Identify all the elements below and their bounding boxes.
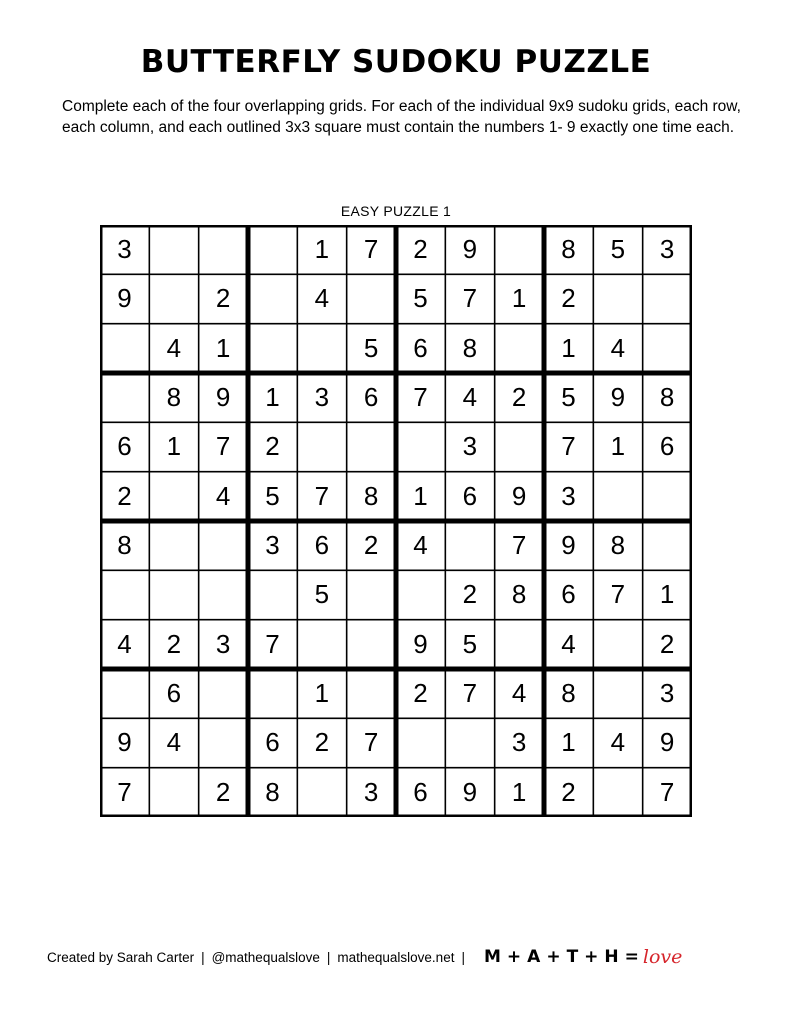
grid-cell[interactable] (248, 274, 297, 323)
grid-cell[interactable]: 6 (265, 727, 280, 758)
puzzle-label: EASY PUZZLE 1 (340, 203, 452, 219)
grid-cell[interactable] (248, 669, 297, 718)
grid-cell[interactable]: 1 (610, 431, 626, 462)
grid-cell[interactable]: 1 (265, 382, 280, 412)
grid-cell[interactable]: 5 (413, 283, 428, 314)
grid-cell[interactable]: 8 (610, 530, 626, 560)
grid-cell[interactable]: 3 (314, 382, 330, 412)
grid-cell[interactable]: 3 (363, 776, 379, 807)
grid-cell[interactable] (199, 669, 248, 718)
grid-cell[interactable]: 9 (511, 480, 527, 511)
grid-cell[interactable]: 9 (117, 283, 132, 314)
grid-cell[interactable]: 2 (413, 678, 428, 708)
grid-cell[interactable]: 4 (166, 332, 182, 363)
grid-cell[interactable]: 3 (511, 727, 527, 758)
grid-cell[interactable] (643, 274, 692, 323)
grid-cell[interactable] (396, 422, 445, 471)
brand-letter: M (483, 947, 501, 967)
grid-cell[interactable]: 2 (215, 283, 231, 314)
grid-cell[interactable]: 1 (511, 776, 527, 807)
grid-cell[interactable]: 7 (117, 776, 132, 807)
grid-cell[interactable] (347, 620, 396, 669)
grid-cell[interactable]: 6 (117, 431, 132, 462)
grid-cell[interactable] (100, 669, 149, 718)
grid-cell[interactable]: 8 (117, 530, 132, 560)
grid-cell[interactable]: 7 (413, 382, 428, 412)
grid-cell[interactable] (643, 472, 692, 521)
grid-cell[interactable] (396, 718, 445, 767)
grid-cell[interactable] (199, 570, 248, 619)
grid-cell[interactable] (495, 422, 544, 471)
brand-equals: = (624, 947, 639, 967)
grid-cell[interactable]: 2 (166, 628, 182, 659)
grid-cell[interactable]: 2 (561, 283, 576, 314)
grid-cell[interactable]: 8 (511, 579, 527, 610)
grid-cell[interactable]: 7 (363, 234, 379, 264)
grid-cell[interactable]: 5 (462, 628, 478, 659)
page-title: BUTTERFLY SUDOKU PUZZLE (140, 44, 652, 80)
footer-site: mathequalslove.net (337, 949, 455, 965)
grid-cell[interactable]: 2 (363, 530, 379, 560)
grid-cell[interactable]: 8 (363, 480, 379, 511)
grid-cell[interactable]: 6 (363, 382, 379, 412)
grid-cell[interactable]: 7 (363, 727, 379, 758)
brand-logo (484, 946, 682, 968)
grid-cell[interactable] (100, 373, 149, 422)
brand-love: love (642, 946, 683, 968)
grid-cell[interactable]: 1 (215, 332, 231, 363)
grid-cell[interactable] (445, 718, 494, 767)
grid-cell[interactable]: 2 (561, 776, 576, 807)
brand-letter: T (566, 947, 579, 967)
grid-cell[interactable] (593, 274, 642, 323)
grid-cell[interactable]: 2 (117, 480, 132, 511)
grid-cell[interactable]: 9 (117, 727, 132, 758)
grid-cell[interactable] (347, 274, 396, 323)
brand-letter: A (527, 947, 541, 967)
grid-cell[interactable]: 8 (561, 234, 576, 264)
grid-cell[interactable] (347, 669, 396, 718)
grid-cell[interactable]: 4 (117, 628, 132, 659)
grid-cell[interactable]: 3 (462, 431, 478, 462)
grid-cell[interactable]: 5 (314, 579, 330, 610)
grid-cell[interactable]: 3 (265, 530, 280, 560)
grid-cell[interactable]: 5 (610, 234, 626, 264)
grid-cell[interactable]: 6 (314, 530, 330, 560)
grid-cell[interactable]: 7 (511, 530, 527, 560)
grid-cell[interactable]: 6 (462, 480, 478, 511)
grid-cell[interactable]: 4 (561, 628, 576, 659)
grid-cell[interactable] (297, 620, 346, 669)
grid-cell[interactable] (149, 472, 198, 521)
grid-cell[interactable] (495, 324, 544, 373)
grid-cell[interactable]: 6 (659, 431, 675, 462)
grid-cell[interactable]: 3 (561, 480, 576, 511)
grid-cell[interactable] (593, 620, 642, 669)
grid-cell[interactable]: 9 (610, 382, 626, 412)
grid-cell[interactable] (100, 324, 149, 373)
grid-cell[interactable] (297, 768, 346, 817)
grid-cell[interactable] (149, 225, 198, 274)
footer-separator: | (461, 949, 465, 965)
grid-cell[interactable] (445, 521, 494, 570)
grid-cell[interactable] (149, 521, 198, 570)
grid-cell[interactable] (149, 570, 198, 619)
grid-cell[interactable]: 9 (462, 776, 478, 807)
grid-cell[interactable]: 1 (314, 678, 330, 708)
grid-cell[interactable]: 9 (413, 628, 428, 659)
instructions-text: Complete each of the four overlapping grids. For each of the individual 9x9 sudoku grids, each row, each column, and each outlined 3x3 square must contain the numbers 1- 9 exactly one time each. (62, 98, 741, 136)
grid-cell[interactable]: 4 (413, 530, 428, 560)
grid-cell[interactable]: 4 (166, 727, 182, 758)
grid-cell[interactable]: 1 (561, 727, 576, 758)
brand-plus: + (506, 947, 522, 967)
grid-cell[interactable]: 5 (561, 382, 576, 412)
grid-cell[interactable]: 7 (265, 628, 280, 659)
grid-cell[interactable] (593, 768, 642, 817)
grid-cell[interactable]: 6 (413, 332, 428, 363)
grid-cell[interactable]: 9 (462, 234, 478, 264)
grid-cell[interactable]: 2 (462, 579, 478, 610)
sudoku-grid (100, 225, 692, 817)
brand-plus: + (584, 947, 599, 967)
grid-cell[interactable]: 4 (610, 727, 626, 758)
grid-cell[interactable]: 7 (314, 480, 330, 511)
grid-cell[interactable]: 4 (610, 332, 626, 363)
grid-cell[interactable]: 4 (215, 480, 231, 511)
grid-cell[interactable]: 3 (659, 234, 675, 264)
footer-credit: Created by Sarah Carter (47, 949, 195, 965)
grid-cell[interactable]: 8 (265, 776, 280, 807)
grid-cell[interactable]: 2 (511, 382, 527, 412)
grid-cell[interactable]: 3 (215, 628, 231, 659)
grid-cell[interactable]: 7 (561, 431, 576, 462)
grid-cell[interactable]: 2 (413, 234, 428, 264)
grid-cell[interactable]: 2 (659, 628, 675, 659)
grid-cell[interactable]: 7 (215, 431, 231, 462)
grid-cell[interactable]: 3 (117, 234, 132, 264)
brand-plus: + (546, 947, 561, 967)
grid-cell[interactable]: 8 (659, 382, 675, 412)
grid-cell[interactable] (248, 570, 297, 619)
grid-cell[interactable] (199, 521, 248, 570)
grid-cell[interactable]: 1 (166, 431, 182, 462)
grid-cell[interactable] (396, 570, 445, 619)
grid-cell[interactable] (199, 225, 248, 274)
grid-cell[interactable]: 2 (215, 776, 231, 807)
grid-cell[interactable]: 1 (561, 332, 576, 363)
grid-cell[interactable]: 6 (561, 579, 576, 610)
grid-cell[interactable]: 6 (413, 776, 428, 807)
grid-cell[interactable] (347, 570, 396, 619)
grid-cell[interactable] (495, 225, 544, 274)
grid-cell[interactable]: 8 (166, 382, 182, 412)
grid-cell[interactable]: 9 (659, 727, 675, 758)
grid-cell[interactable] (297, 324, 346, 373)
grid-cell[interactable]: 7 (462, 678, 478, 708)
grid-cell[interactable] (593, 472, 642, 521)
grid-cell[interactable]: 6 (166, 678, 182, 708)
grid-cell[interactable]: 9 (561, 530, 576, 560)
grid-cell[interactable]: 7 (462, 283, 478, 314)
grid-cell[interactable] (248, 324, 297, 373)
grid-cell[interactable]: 1 (659, 579, 675, 610)
grid-cell[interactable] (199, 718, 248, 767)
grid-cell[interactable]: 7 (610, 579, 626, 610)
grid-cell[interactable] (593, 669, 642, 718)
grid-cell[interactable]: 8 (561, 678, 576, 708)
grid-cell[interactable] (643, 324, 692, 373)
grid-cell[interactable]: 1 (413, 480, 428, 511)
grid-cell[interactable] (347, 422, 396, 471)
footer-separator: | (326, 949, 331, 965)
grid-cell[interactable]: 1 (314, 234, 330, 264)
grid-cell[interactable] (149, 274, 198, 323)
grid-cells (100, 225, 692, 817)
grid-cell[interactable] (100, 570, 149, 619)
grid-cell[interactable] (643, 521, 692, 570)
grid-cell[interactable]: 5 (363, 332, 379, 363)
footer (47, 944, 682, 970)
grid-cell[interactable]: 9 (215, 382, 231, 412)
grid-cell[interactable] (149, 768, 198, 817)
grid-cell[interactable]: 3 (659, 678, 675, 708)
grid-cell[interactable]: 2 (314, 727, 330, 758)
grid-cell[interactable]: 7 (659, 776, 675, 807)
grid-cell[interactable] (495, 620, 544, 669)
grid-cell[interactable]: 2 (265, 431, 280, 462)
grid-cell[interactable]: 4 (314, 283, 330, 314)
grid-cell[interactable]: 1 (511, 283, 527, 314)
brand-letter: H (604, 947, 619, 967)
footer-separator: | (201, 949, 205, 965)
grid-cell[interactable]: 8 (462, 332, 478, 363)
grid-cell[interactable] (297, 422, 346, 471)
footer-handle: @mathequalslove (211, 949, 320, 965)
grid-cell[interactable]: 5 (265, 480, 280, 511)
grid-cell[interactable]: 4 (462, 382, 478, 412)
grid-cell[interactable]: 4 (511, 678, 527, 708)
grid-cell[interactable] (248, 225, 297, 274)
